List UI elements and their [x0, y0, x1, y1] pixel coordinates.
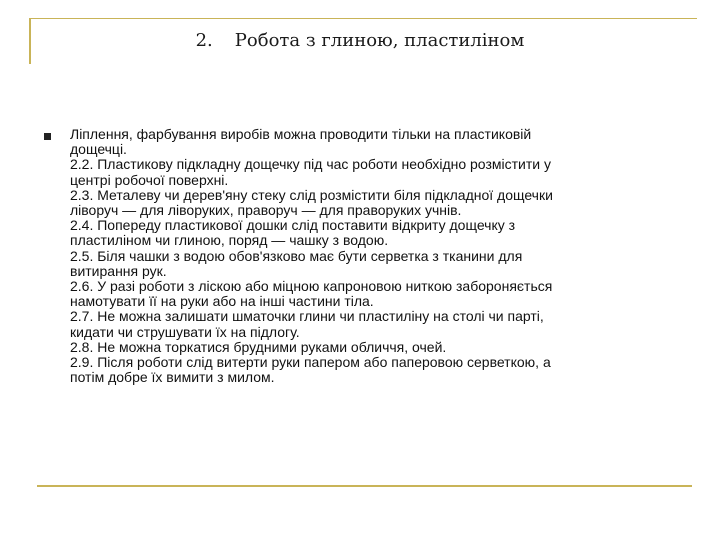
- body-line: 2.7. Не можна залишати шматочки глини чи пластиліну на столі чи парті,: [70, 308, 544, 325]
- body-line: пластиліном чи глиною, поряд — чашку з водою.: [70, 232, 389, 249]
- slide-title-text: Робота з глиною, пластиліном: [234, 30, 525, 51]
- slide-body-text: [70, 127, 680, 385]
- body-line: 2.3. Металеву чи дерев'яну стеку слід розмістити біля підкладної дощечки: [70, 186, 553, 203]
- body-line: центрі робочої поверхні.: [70, 171, 229, 188]
- body-line: 2.8. Не можна торкатися брудними руками обличчя, очей.: [70, 338, 447, 355]
- slide-title-number: 2.: [195, 30, 213, 51]
- body-line: 2.5. Біля чашки з водою обов'язково має бути серветка з тканини для: [70, 247, 523, 264]
- slide-title: [0, 30, 720, 51]
- footer-accent-line: [37, 485, 692, 487]
- body-line: намотувати її на руки або на інші частини тіла.: [70, 293, 374, 310]
- square-bullet-icon: [44, 133, 51, 140]
- body-line: кидати чи струшувати їх на підлогу.: [70, 323, 300, 340]
- body-line: 2.6. У разі роботи з ліскою або міцною капроновою ниткою забороняється: [70, 278, 553, 295]
- body-line: ліворуч — для ліворуких, праворуч — для праворуких учнів.: [70, 202, 462, 219]
- body-line: дощечці.: [70, 141, 127, 158]
- body-line: 2.9. Після роботи слід витерти руки папером або паперовою серветкою, а: [70, 354, 551, 371]
- body-line: 2.2. Пластикову підкладну дощечку під час роботи необхідно розмістити у: [70, 156, 551, 173]
- title-accent-horizontal-line: [29, 18, 697, 19]
- body-line: Ліплення, фарбування виробів можна проводити тільки на пластиковій: [70, 126, 532, 142]
- body-line: витирання рук.: [70, 262, 167, 279]
- body-line: 2.4. Попереду пластикової дошки слід поставити відкриту дощечку з: [70, 217, 516, 234]
- body-line: потім добре їх вимити з милом.: [70, 369, 275, 386]
